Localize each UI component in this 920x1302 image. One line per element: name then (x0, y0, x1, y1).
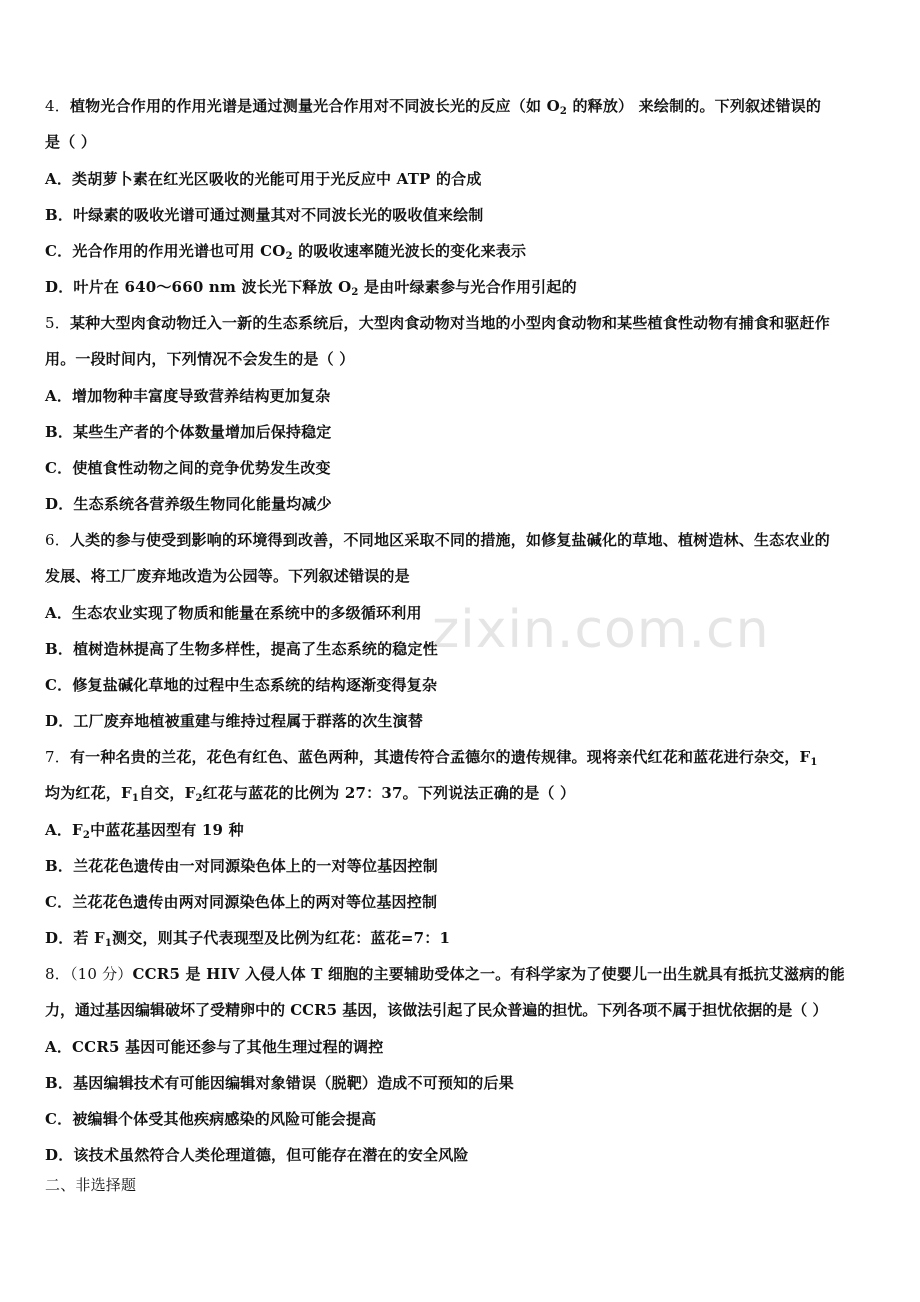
question-8-stem-line-2: 力，通过基因编辑破坏了受精卵中的 CCR5 基因，该做法引起了民众普遍的担忧。下列各项不属于担忧依据的是（ ） (45, 1001, 828, 1019)
question-5-option-d: D．生态系统各营养级生物同化能量均减少 (45, 495, 332, 513)
question-7-option-d: D．若 $F_1$测交，则其子代表现型及比例为红花：蓝花=7：1 (45, 929, 451, 949)
question-6-option-d: D．工厂废弃地植被重建与维持过程属于群落的次生演替 (45, 712, 424, 730)
question-6-stem-line-2: 发展、将工厂废弃地改造为公园等。下列叙述错误的是 (45, 567, 410, 585)
question-5-stem-line-1: 5．某种大型肉食动物迁入一新的生态系统后，大型肉食动物对当地的小型肉食动物和某些植食性动物有捕食和驱赶作 (45, 314, 830, 332)
question-8-option-b: B．基因编辑技术有可能因编辑对象错误（脱靶）造成不可预知的后果 (45, 1074, 514, 1092)
question-7-stem-line-1: 7．有一种名贵的兰花，花色有红色、蓝色两种，其遗传符合孟德尔的遗传规律。现将亲代红花和蓝花进行杂交，$F_1$ (45, 748, 818, 768)
question-4-option-b: B．叶绿素的吸收光谱可通过测量其对不同波长光的吸收值来绘制 (45, 206, 484, 224)
question-6-option-c: C．修复盐碱化草地的过程中生态系统的结构逐渐变得复杂 (45, 676, 438, 694)
question-6-stem-line-1: 6．人类的参与使受到影响的环境得到改善，不同地区采取不同的措施，如修复盐碱化的草地、植树造林、生态农业的 (45, 531, 830, 549)
question-4-option-c: C．光合作用的作用光谱也可用 $CO_2$ 的吸收速率随光波长的变化来表示 (45, 242, 527, 262)
question-7-option-c: C．兰花花色遗传由两对同源染色体上的两对等位基因控制 (45, 893, 438, 911)
question-8-option-c: C．被编辑个体受其他疾病感染的风险可能会提高 (45, 1110, 377, 1128)
question-4-option-a: A．类胡萝卜素在红光区吸收的光能可用于光反应中 ATP 的合成 (45, 170, 482, 188)
question-8-stem-line-1: 8．（10 分）CCR5 是 HIV 入侵人体 T 细胞的主要辅助受体之一。有科学家为了使婴儿一出生就具有抵抗艾滋病的能 (45, 965, 845, 983)
question-5-option-c: C．使植食性动物之间的竞争优势发生改变 (45, 459, 331, 477)
question-7-stem-line-2: 均为红花，$F_1$自交，$F_2$红花与蓝花的比例为 27：37。下列说法正确的是（ ） (45, 784, 576, 804)
question-8-option-d: D．该技术虽然符合人类伦理道德，但可能存在潜在的安全风险 (45, 1146, 469, 1164)
question-4-stem-line-2: 是（ ） (45, 133, 97, 151)
question-7-option-a: A．$F_2$中蓝花基因型有 19 种 (45, 821, 244, 841)
question-5-option-a: A．增加物种丰富度导致营养结构更加复杂 (45, 387, 331, 405)
question-4-option-d: D．叶片在 640～660 nm 波长光下释放 $O_2$ 是由叶绿素参与光合作用引起的 (45, 278, 577, 298)
question-8-option-a: A．CCR5 基因可能还参与了其他生理过程的调控 (45, 1038, 384, 1056)
question-5-stem-line-2: 用。一段时间内，下列情况不会发生的是（ ） (45, 350, 355, 368)
section-heading: 二、非选择题 (45, 1176, 137, 1194)
question-6-option-b: B．植树造林提高了生物多样性，提高了生态系统的稳定性 (45, 640, 438, 658)
question-5-option-b: B．某些生产者的个体数量增加后保持稳定 (45, 423, 332, 441)
question-6-option-a: A．生态农业实现了物质和能量在系统中的多级循环利用 (45, 604, 422, 622)
question-7-option-b: B．兰花花色遗传由一对同源染色体上的一对等位基因控制 (45, 857, 438, 875)
question-4-stem-line-1: 4．植物光合作用的作用光谱是通过测量光合作用对不同波长光的反应（如 $O_2$ 的释放） 来绘制的。下列叙述错误的 (45, 97, 822, 117)
watermark: zixin.com.cn (432, 600, 770, 660)
